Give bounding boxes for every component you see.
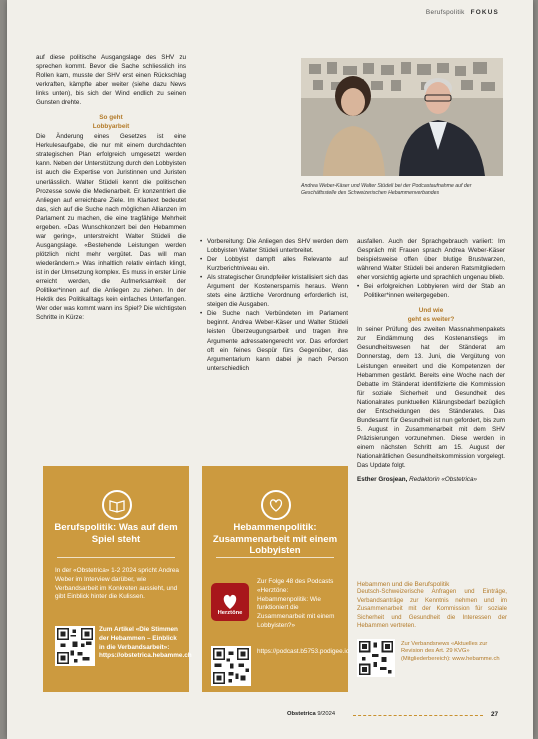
qr-code[interactable] xyxy=(211,646,251,686)
list-item: • Der Lobbyist dampft alles Relevante auf Kurzberichtniveau ein. xyxy=(207,255,348,273)
signature xyxy=(357,475,505,484)
herztoene-podcast-logo xyxy=(211,583,249,621)
list-item: • Bei erfolgreichen Lobbyieren wird der Stab an Politiker*innen weitergegeben. xyxy=(364,282,505,300)
box1-title: Berufspolitik: Was auf dem Spiel steht xyxy=(54,522,178,545)
box-berufspolitik xyxy=(43,466,192,692)
divider xyxy=(57,557,175,558)
box2-link[interactable]: https://podcast.b5753.podigee.io xyxy=(257,648,350,655)
col3-paragraph-2: In seiner Prüfung des zweiten Massnahmenpakets zur Eindämmung des Kostenanstiegs im Gesundheitswesen hat der Ständerat am Donnerstag, dem 13. Juni, die Vergütung von Leistungen erweitert und die Kompetenzen der Hebammen gestärkt. Bereits eine Woche nach der Debatte im Ständerat identifizierte die Kommission für soziale Sicherheit und Gesundheit des Nationalrates punktuellen Klärungsbedarf bezüglich der Entscheidungen des Ständerates. Das Bundesamt für Gesundheit ist nun gefordert, bis zum 5. August in Zusammenarbeit mit dem SHV Präzisierungen vorzunehmen. Diese werden in einem nächsten Schritt am 15. August der Nationalrätlichen Gesundheitskommission vorgelegt. Das Update folgt. xyxy=(357,326,505,470)
footer xyxy=(287,711,335,717)
photo-caption: Andrea Weber-Käser und Walter Stüdeli bei der Podcastaufnahme auf der Geschäftsstelle des Schweizerischen Hebammenverbandes xyxy=(301,183,472,196)
list-item: • Die Suche nach Verbündeten im Parlament beginnt. Andrea Weber-Käser und Walter Stüdeli leisten Überzeugungsarbeit und tragen ihre Argumente adressatengerecht vor. Das erfordert oft ein feines Gespür fürs Gegenüber, das Argumentarium kann dabei je nach Person unterschiedlich xyxy=(207,309,348,372)
logo-text: Herztöne xyxy=(217,610,243,616)
steps-list-continued xyxy=(357,282,505,300)
col3-paragraph-1: ausfallen. Auch der Sprachgebrauch variiert: Im Gespräch mit Frauen sprach Andrea Weber-Käser beispielsweise offen über blutige Brustwarzen, während Walter Stüdeli bei anderen Ratsmitgliedern eher vorsichtig agierte und sprachlich ungenau blieb. xyxy=(357,238,505,282)
col1-paragraph-2: Die Änderung eines Gesetzes ist eine Herkulesaufgabe, die nur mit einem durchdachten strategischen Plan erfolgreich umgesetzt werden kann. Neben der Unterstützung durch den Lobbyisten ist auch die Expertise von Juristinnen und Juristen unerlässlich. Walter Stüdeli kennt die politischen Prozesse sowie die Medienarbeit. Er konzentriert die Anliegen auf erreichbare Ziele. Im Klartext bedeutet das, sich auf die Suche nach möglichen Allianzen im Parlament zu machen, die eine tragfähige Mehrheit ergeben. «Das Wunschkonzert bei den Hebammen war gering», unterstreicht Walter Stüdeli die Ausgangslage. «Bestehende Leistungen werden plötzlich nicht mehr vergütet. Das will man wiederändern.» Was inhaltlich relativ einfach klingt, ist in der Umsetzung komplex. Es muss in erster Linie erreicht werden, die Aufmerksamkeit der Politiker*innen auf die Anliegen zu ziehen. In der Hektik des Politikalltags kein einfaches Unterfangen. Wer oder was kommt wann ins Spiel? Die wichtigsten Schritte in Kürze: xyxy=(36,133,186,322)
footer-rule xyxy=(353,715,483,716)
col1-paragraph-1: auf diese politische Ausgangslage des SHV zu sprechen kommt. Bevor die Sache schliesslich ins Rollen kam, musste der SHV erst einen Rückschlag verkraften, kämpfte aber weiter (siehe dazu News links unten), bis sich der Wind endlich zu seinen Gunsten drehte. xyxy=(36,54,186,107)
magazine-page xyxy=(7,0,533,739)
info-body: Deutsch-Schweizerische Anfragen und Einträge, Verbandsanträge zur Kenntnis nehmen und im Zusammenarbeit mit der Kommission für soziale Sicherheit und Gesundheit die Interessen der Hebammen vertreten. xyxy=(357,588,507,629)
info-qr-text[interactable]: Zur Verbandsnews «Aktuelles zur Revision des Art. 29 KVG» (Mitgliederbereich): www.hebamme.ch xyxy=(401,640,500,662)
box-hebammenpolitik xyxy=(202,466,348,692)
qr-code[interactable] xyxy=(357,639,395,677)
subheading-next: Und wie geht es weiter? xyxy=(407,307,455,324)
photo-illustration xyxy=(301,58,503,176)
qr-code[interactable] xyxy=(55,626,95,666)
list-item: • Als strategischer Grundpfeiler kristallisiert sich das Argument der Kostenersparnis heraus. Wenn stets eine ärztliche Verordnung erforderlich ist, steigen die Ausgaben. xyxy=(207,273,348,309)
subheading-lobbying: So geht Lobbyarbeit xyxy=(92,114,130,131)
steps-list xyxy=(200,237,348,373)
column-1 xyxy=(36,53,186,322)
journal-name: Obstetrica xyxy=(287,711,316,717)
author-name: Esther Grosjean, xyxy=(357,476,408,484)
box1-intro: In der «Obstetrica» 1-2 2024 spricht Andrea Weber im Interview darüber, wie Verbandsarbeit im Konkreten aussieht, und gibt Einblick hinter die Kulissen. xyxy=(55,567,179,601)
info-section xyxy=(357,573,507,683)
author-role: Redaktorin «Obstetrica» xyxy=(409,476,478,484)
box1-link[interactable]: Zum Artikel «Die Stimmen der Hebammen – Einblick in die Verbandsarbeit»: https://obstetrica.hebamme.ch xyxy=(99,626,192,660)
list-item: • Vorbereitung: Die Anliegen des SHV werden dem Lobbyisten Walter Stüdeli unterbreitet. xyxy=(207,237,348,255)
page-number: 27 xyxy=(491,711,499,718)
box2-intro: Zur Folge 48 des Podcasts «Herztöne: Hebammenpolitik: Wie funktioniert die Zusammenarbeit mit einem Lobbyisten?» xyxy=(257,578,335,629)
heart-icon xyxy=(261,490,291,520)
podcast-photo xyxy=(301,58,503,176)
running-header xyxy=(426,9,499,16)
column-2 xyxy=(200,237,348,373)
issue: 9/2024 xyxy=(317,711,336,717)
header-section: Berufspolitik xyxy=(425,9,465,16)
box2-title: Hebammenpolitik: Zusammenarbeit mit einem Lobbyisten xyxy=(212,522,338,556)
column-3 xyxy=(357,237,505,484)
header-tag: FOKUS xyxy=(470,9,499,16)
info-qr-block xyxy=(357,639,507,683)
divider xyxy=(216,557,334,558)
book-icon xyxy=(102,490,132,520)
info-title: Hebammen und die Berufspolitik xyxy=(357,581,450,588)
